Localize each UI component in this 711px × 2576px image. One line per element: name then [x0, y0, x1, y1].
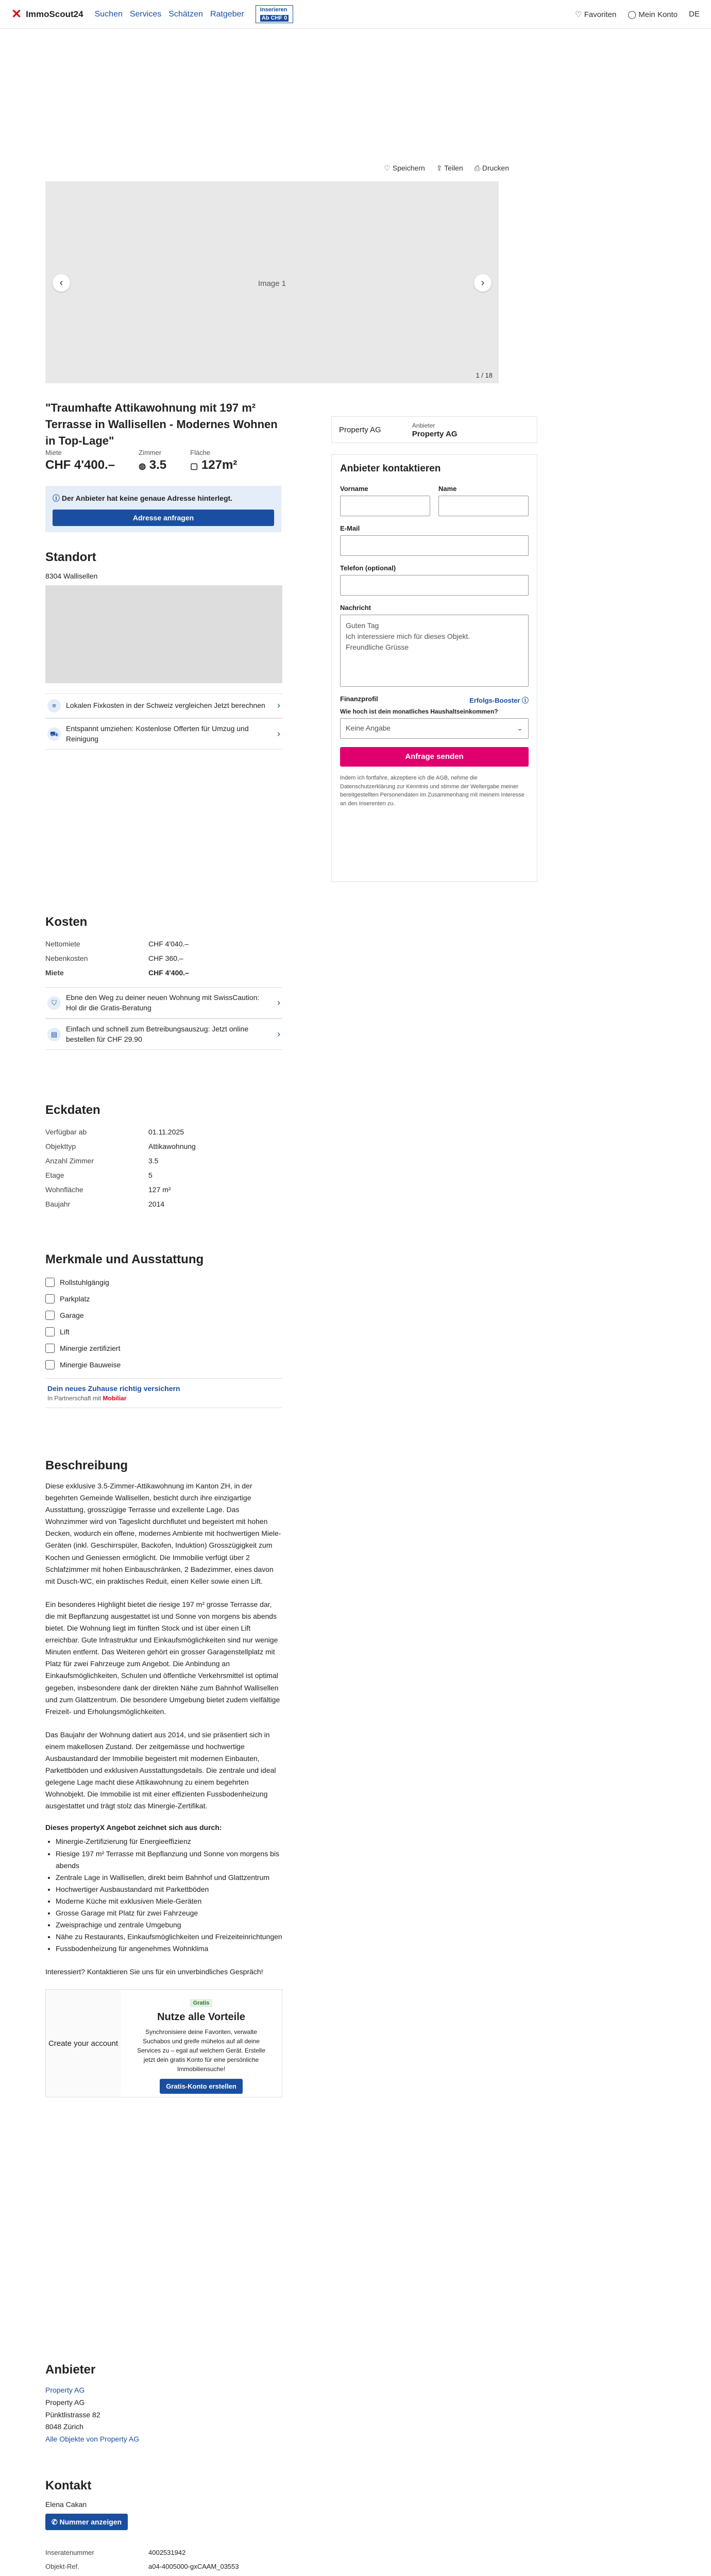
email-input[interactable] [340, 535, 529, 556]
account-link[interactable]: ◯ Mein Konto [628, 10, 678, 19]
save-button[interactable]: ♡ Speichern [384, 164, 425, 172]
site-header [0, 0, 711, 29]
wheelchair-icon [45, 1278, 55, 1287]
contact-form: Anbieter kontaktieren Vorname Name E-Mail Telefon (optional) Nachricht Guten Tag Ich interessiere mich für dieses Objekt. Freundliche Grüsse Finanzprofil Erfolgs-Booster ⓘ Wie hoch ist dein monatliches Haushaltseinkommen? Keine Angabe ⌄ Anfrage senden Indem ich fortfahre, akzeptiere ich die AGB, nehme die Datenschutzerklärung zur Kenntnis und stimme der Weitergabe meiner bereitgestellten Personendaten im Zusammenhang mit meinem Interesse an den Inserenten zu. [331, 454, 537, 882]
costs-section: Kosten Nettomiete CHF 4'040.– Nebenkosten CHF 360.– Miete CHF 4'400.– ⛉ Ebne den Weg zu deiner neuen Wohnung mit SwissCaution: Hol dir die Gratis-Beratung › ▤ Einfach und schnell zum Betreibungsauszug: Jetzt online bestellen für CHF 29.90 › [45, 915, 282, 1050]
listing-title: "Traumhafte Attikawohnung mit 197 m² Terrasse in Wallisellen - Modernes Wohnen in Top-Lage" [45, 401, 278, 447]
calculator-icon: ≡ [47, 699, 61, 713]
features-section: Merkmale und Ausstattung Rollstuhlgängig Parkplatz Garage Lift Minergie zertifiziert Minergie Bauweise Dein neues Zuhause richtig versichern In Partnerschaft mit Mobiliar [45, 1252, 282, 1408]
nav-ratgeber[interactable]: Ratgeber [210, 9, 244, 19]
contact-section: Kontakt Elena Cakan ✆ Nummer anzeigen Inseratenummer 4002531942 Objekt-Ref. a04-4005000-gxCAAM_03553 [45, 2479, 239, 2570]
logo-icon: ✕ [11, 7, 22, 21]
elevator-icon [45, 1327, 55, 1336]
firstname-input[interactable] [340, 496, 430, 516]
provider-box[interactable]: Property AG Anbieter Property AG [331, 416, 537, 443]
image-gallery[interactable]: Image 1 ‹ › 1 / 18 [45, 181, 499, 383]
key-facts: Miete CHF 4'400.– Zimmer ◍ 3.5 Fläche ▢ 127m² [45, 449, 238, 472]
document-icon: ▤ [47, 1028, 61, 1041]
submit-inquiry-button[interactable]: Anfrage senden [340, 747, 529, 767]
fixkosten-link[interactable]: ≡ Lokalen Fixkosten in der Schweiz vergleichen Jetzt berechnen › [45, 693, 282, 718]
sidebar [331, 416, 537, 882]
inserieren-badge[interactable]: Inserieren Ab CHF 0 [256, 5, 294, 23]
garage-icon [45, 1311, 55, 1320]
income-select[interactable]: Keine Angabe ⌄ [340, 718, 529, 739]
description-section: Beschreibung Diese exklusive 3.5-Zimmer-Attikawohnung im Kanton ZH, in der begehrten Gemeinde Wallisellen, besticht durch ihre einzigartige Ausstattung, grosszügige Terrasse und exzellente Lage. Das Wohnzimmer wird von Tageslicht durchflutet und begeistert mit hohen Decken, wodurch ein offene, modernes Ambiente mit hochwertigen Miele-Geräten (inkl. Geschirrspüler, Backofen, Induktion) Grosszügigkeit zum Kochen und Geniessen ermöglicht. Die Immobilie verfügt über 2 Schlafzimmer mit hohen Einbauschränken, 2 Badezimmer, eines davon mit Dusch-WC, ein praktisches Reduit, einen Keller sowie einen Lift. Ein besonderes Highlight bietet die riesige 197 m² grosse Terrasse dar, die mit Bepflanzung ausgestattet ist und Sonne von morgens bis abends bietet. Die Wohnung liegt im fünften Stock und ist über einen Lift erreichbar. Gute Infrastruktur und Einkaufsmöglichkeiten sind nur wenige Minuten entfernt. Das Weiteren gehört ein grosser Garagenstellplatz mit Platz für zwei Fahrzeuge zum Angebot. Die Anbindung an Einkaufsmöglichkeiten, Schulen und öffentliche Verkehrsmittel ist optimal gegeben, insbesondere dank der direkten Nähe zum Bahnhof Wallisellen und zum Glattzentrum. Die besondere Umgebung bietet zudem vielfältige Freizeit- und Erholungsmöglichkeiten. Das Baujahr der Wohnung datiert aus 2014, und sie präsentiert sich in einem makellosen Zustand. Der zeitgemässe und hochwertige Ausbaustandard der Immobilie begeistert mit modernen Einbauten, Parkettböden und exklusiven Ausstattungsdetails. Die zentrale und ideal gelegene Lage macht diese Attikawohnung zu einem begehrten Wohnobjekt. Die Immobilie ist mit einer effizienten Fussbodenheizung ausgestattet und trägt stolz das Minergie-Zertifikat. Dieses propertyX Angebot zeichnet sich aus durch: • Minergie-Zertifizierung für Energieeffizienz • Riesige 197 m² Terrasse mit Bepflanzung und Sonne von morgens bis abends • Zentrale Lage in Wallisellen, direkt beim Bahnhof und Glattzentrum • Hochwertiger Ausbaustandard mit Parkettböden • Moderne Küche mit exklusiven Miele-Geräten • Grosse Garage mit Platz für zwei Fahrzeuge • Zweisprachige und zentrale Umgebung • Nähe zu Restaurants, Einkaufsmöglichkeiten und Freizeiteinrichtungen • Fussbodenheizung für angenehmes Wohnklima Interessiert? Kontaktieren Sie uns für ein unverbindliches Gespräch! Create your account Gratis Nutze alle Vorteile Synchronisiere deine Favoriten, verwalte Suchabos und greife mühelos auf all deine Services zu – egal auf welchem Gerät. Erstelle jetzt dein gratis Konto für eine persönliche Immobiliensuche! Gratis-Konto erstellen [45, 1459, 282, 2097]
minergie-icon [45, 1344, 55, 1353]
address-alert: ⓘ Der Anbieter hat keine genaue Adresse hinterlegt. Adresse anfragen [45, 486, 281, 532]
betreibung-link[interactable]: ▤ Einfach und schnell zum Betreibungsauszug: Jetzt online bestellen für CHF 29.90 › [45, 1019, 282, 1050]
message-textarea[interactable]: Guten Tag Ich interessiere mich für dieses Objekt. Freundliche Grüsse [340, 615, 529, 687]
rent-value: CHF 4'400.– [45, 458, 115, 472]
gallery-next-icon[interactable]: › [474, 274, 492, 292]
nav-services[interactable]: Services [129, 9, 162, 19]
map[interactable] [45, 585, 282, 683]
create-account-button[interactable]: Gratis-Konto erstellen [160, 2079, 243, 2094]
request-address-button[interactable]: Adresse anfragen [53, 510, 274, 526]
chevron-right-icon: › [277, 700, 280, 711]
parking-icon [45, 1294, 55, 1303]
gallery-prev-icon[interactable]: ‹ [53, 274, 70, 292]
info-icon: ⓘ [521, 697, 529, 704]
gallery-counter: 1 / 18 [476, 371, 493, 379]
show-number-button[interactable]: ✆ Nummer anzeigen [45, 2514, 128, 2530]
details-section: Eckdaten Verfügbar ab 01.11.2025 Objekttyp Attikawohnung Anzahl Zimmer 3.5 Etage 5 Wohnfläche 127 m² Baujahr 2014 [45, 1103, 196, 1208]
address-text: 8304 Wallisellen [45, 572, 98, 580]
location-section: Standort 8304 Wallisellen ≡ Lokalen Fixkosten in der Schweiz vergleichen Jetzt berechnen › ⛟ Entspannt umziehen: Kostenlose Offerten für Umzug und Reinigung › [45, 550, 282, 750]
chevron-down-icon: ⌄ [517, 724, 523, 732]
nav-suchen[interactable]: Suchen [94, 9, 123, 19]
truck-icon: ⛟ [47, 727, 61, 741]
swisscaution-link[interactable]: ⛉ Ebne den Weg zu deiner neuen Wohnung mit SwissCaution: Hol dir die Gratis-Beratung › [45, 987, 282, 1019]
chevron-right-icon: › [277, 728, 280, 739]
area-value: ▢ 127m² [190, 458, 238, 472]
features-list: • Minergie-Zertifizierung für Energieeffizienz • Riesige 197 m² Terrasse mit Bepflanzung und Sonne von morgens bis abends • Zentrale Lage in Wallisellen, direkt beim Bahnhof und Glattzentrum • Hochwertiger Ausbaustandard mit Parkettböden • Moderne Küche mit exklusiven Miele-Geräten • Grosse Garage mit Platz für zwei Fahrzeuge • Zweisprachige und zentrale Umgebung • Nähe zu Restaurants, Einkaufsmöglichkeiten und Freizeiteinrichtungen • Fussbodenheizung für angenehmes Wohnklima [56, 1836, 282, 1955]
chevron-right-icon: › [277, 997, 280, 1008]
rooms-icon: ◍ [139, 462, 146, 471]
favorites-link[interactable]: ♡ Favoriten [575, 10, 617, 19]
phone-input[interactable] [340, 575, 529, 596]
main-nav [95, 10, 244, 19]
insurance-link[interactable]: Dein neues Zuhause richtig versichern In Partnerschaft mit Mobiliar [45, 1378, 282, 1408]
provider-link[interactable]: Property AG [45, 2386, 85, 2394]
minergie-build-icon [45, 1360, 55, 1369]
all-listings-link[interactable]: Alle Objekte von Property AG [45, 2435, 140, 2444]
umzug-link[interactable]: ⛟ Entspannt umziehen: Kostenlose Offerten für Umzug und Reinigung › [45, 718, 282, 750]
provider-section: Anbieter Property AG Property AG Pünktlistrasse 82 8048 Zürich Alle Objekte von Property AG [45, 2363, 140, 2444]
language-select[interactable]: DE [689, 9, 700, 19]
account-promo: Create your account Gratis Nutze alle Vorteile Synchronisiere deine Favoriten, verwalte Suchabos und greife mühelos auf all deine Services zu – egal auf welchem Gerät. Erstelle jetzt dein gratis Konto für eine persönliche Immobiliensuche! Gratis-Konto erstellen [45, 1989, 282, 2097]
share-button[interactable]: ⇪ Teilen [436, 164, 463, 172]
print-button[interactable]: ⎙ Drucken [474, 164, 509, 172]
rooms-value: ◍ 3.5 [139, 458, 167, 472]
phone-icon: ✆ [51, 2518, 58, 2526]
site-logo[interactable]: ✕ ImmoScout24 [11, 7, 83, 21]
area-icon: ▢ [190, 462, 198, 471]
nav-schaetzen[interactable]: Schätzen [168, 9, 203, 19]
shield-icon: ⛉ [47, 996, 61, 1010]
chevron-right-icon: › [277, 1029, 280, 1040]
info-icon: ⓘ [53, 494, 60, 502]
lastname-input[interactable] [438, 496, 529, 516]
